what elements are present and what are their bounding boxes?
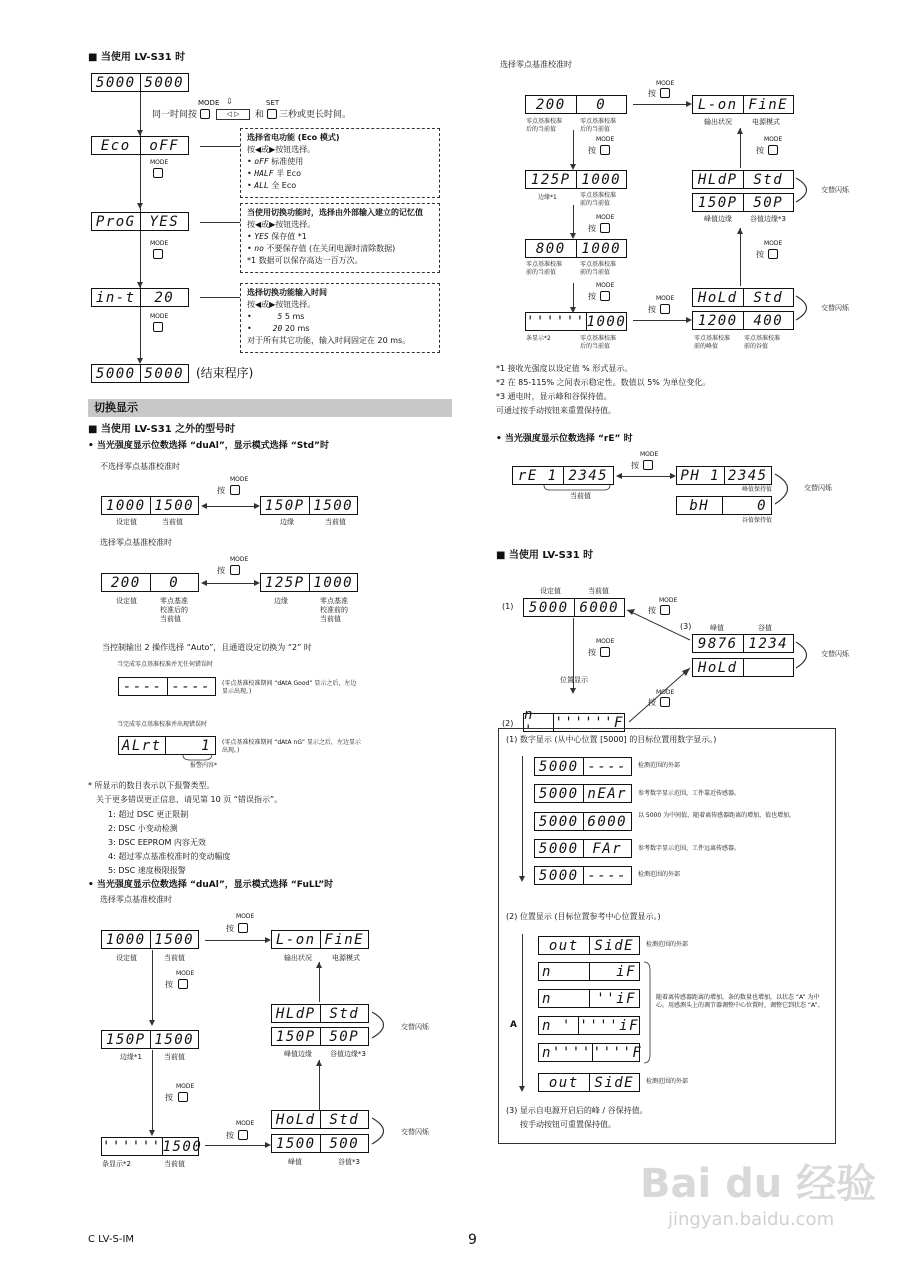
text-label: MODE xyxy=(596,638,615,645)
text-label: 设定值 xyxy=(116,518,137,526)
end-text: (结束程序) xyxy=(196,366,254,380)
text-label: 5000 xyxy=(535,867,584,884)
text-label: 电源模式 xyxy=(752,118,780,126)
down-arrow-icon: ⇩ xyxy=(226,97,233,106)
text-label: 1000 xyxy=(581,171,622,188)
text-label: MODE xyxy=(150,313,169,320)
text-label: 5000 xyxy=(535,840,584,857)
text-label: *2 在 85-115% 之间表示稳定性。数值以 5% 为单位变化。 xyxy=(496,378,711,387)
text-label: Std xyxy=(753,171,784,188)
text-label: ---- xyxy=(587,867,628,884)
text-label: nEAr xyxy=(587,785,628,802)
text-label: MODE xyxy=(230,556,249,563)
text-label: 条显示*2 xyxy=(102,1160,131,1168)
text-label: 20 xyxy=(272,324,283,333)
text-label: 当前值 xyxy=(570,492,591,500)
text-label: 2: DSC 小变动检测 xyxy=(108,824,178,833)
text-label: 峰值 xyxy=(710,624,724,632)
text-label: 按◀或▶按钮选择。 xyxy=(247,300,316,309)
text-label: 输出状况 xyxy=(704,118,732,126)
text-label: 按 xyxy=(165,980,173,989)
text-label: 检测范围的外部 xyxy=(646,1078,689,1085)
text-label: 150P xyxy=(272,1028,321,1045)
text-label: 1000 xyxy=(102,931,151,948)
text-label: Std xyxy=(329,1111,360,1128)
text-label: 边缘 xyxy=(274,597,288,605)
text-label: 不选择零点基准校准时 xyxy=(100,462,180,471)
text-label: 零点基准 校准前的 当前值 xyxy=(320,597,348,623)
text-label: 200 xyxy=(526,96,577,113)
bullet-dual-std: • 当光强度显示位数选择 “duAl”，显示模式选择 “Std”时 xyxy=(88,441,329,451)
text-label: 全 Eco xyxy=(271,181,297,190)
text-label: 5000 xyxy=(524,599,575,616)
text-label: 交替闪烁 xyxy=(401,1128,429,1136)
text-label: *1 数据可以保存高达一百万次。 xyxy=(247,256,363,265)
text-label: 5000 xyxy=(535,785,584,802)
text-label: 当使用切换功能时，选择由外部输入建立的记忆值 xyxy=(247,208,423,217)
text-label: SidE xyxy=(594,1074,635,1091)
text-label: MODE xyxy=(236,913,255,920)
text-label: 5000 xyxy=(144,365,185,382)
text-label: 按 xyxy=(588,146,596,155)
text-label: 峰值保持值 xyxy=(742,486,773,493)
text-label: 交替闪烁 xyxy=(804,484,832,492)
text-label: (2) xyxy=(502,719,514,728)
text-label: MODE xyxy=(764,240,783,247)
text-label: HALF xyxy=(254,169,274,178)
text-label: MODE xyxy=(176,1083,195,1090)
text-label: 按 xyxy=(165,1093,173,1102)
text-label: no xyxy=(254,244,264,253)
text-label: A xyxy=(510,1020,517,1030)
text-label: 125P xyxy=(261,574,310,591)
text-label: 2345 xyxy=(727,467,768,484)
text-label: 150P xyxy=(693,194,744,211)
text-label: 谷值边缘*3 xyxy=(750,215,786,223)
text-label: bH xyxy=(677,497,723,514)
text-label: oFF xyxy=(149,137,180,154)
text-label: n ' xyxy=(524,714,554,731)
text-label: 当完成零点基准校准并出现错误时 xyxy=(117,721,208,728)
text-label: L-on xyxy=(272,931,321,948)
text-label: Std xyxy=(329,1005,360,1022)
text-label: 边缘*1 xyxy=(538,194,557,201)
text-label: 按 xyxy=(648,606,656,615)
text-label: (2) 位置显示 (目标位置参考中心位置显示。) xyxy=(506,912,661,921)
text-label: 谷值边缘*3 xyxy=(330,1050,366,1058)
text-label: 125P xyxy=(526,171,577,188)
text-label: (1) 数字显示 (从中心位置 [5000] 的目标位置用数字显示。) xyxy=(506,735,717,744)
text-label: 电源模式 xyxy=(332,954,360,962)
text-label: 1000 xyxy=(581,240,622,257)
text-label: HoLd xyxy=(693,289,744,306)
text-label: 当前值 xyxy=(588,587,609,595)
text-label: * 所显示的数目表示以下报警类型。 xyxy=(88,781,215,790)
text-label: 零点基准 校准后的 当前值 xyxy=(160,597,188,623)
text-label: MODE xyxy=(596,282,615,289)
text-label: HLdP xyxy=(272,1005,321,1022)
text-label: 1000 xyxy=(586,313,627,330)
text-label: ALrt xyxy=(119,737,166,754)
text-label: '''''' xyxy=(526,313,586,330)
section-heading-lvs31: ■ 当使用 LV-S31 时 xyxy=(88,52,186,63)
text-label: *3 通电时，显示峰和谷保持值。 xyxy=(496,392,612,401)
text-label: Std xyxy=(753,289,784,306)
text-label: 1200 xyxy=(693,312,744,329)
text-label: n xyxy=(539,963,590,980)
text-label: out xyxy=(539,937,590,954)
text-label: 半 Eco xyxy=(276,169,301,178)
text-label: 设定值 xyxy=(116,597,137,605)
text-label: HoLd xyxy=(272,1111,321,1128)
text-label: MODE xyxy=(230,476,249,483)
text-label: 交替闪烁 xyxy=(821,186,849,194)
text-label: 当前值 xyxy=(162,518,183,526)
text-label: 对于所有其它功能，输入时间固定在 20 ms。 xyxy=(247,336,411,345)
text-label: L-on xyxy=(693,96,744,113)
text-label: 交替闪烁 xyxy=(821,304,849,312)
text-label: 5000 xyxy=(535,758,584,775)
text-label: 关于更多错误更正信息，请见第 10 页 “错误指示”。 xyxy=(96,795,283,804)
watermark-url: jingyan.baidu.com xyxy=(668,1209,835,1230)
section-title: 切换显示 xyxy=(88,399,452,417)
lcd-left: 5000 xyxy=(92,74,141,91)
text-label: HoLd xyxy=(693,659,744,676)
text-label: 零点基准校准 前的当前值 xyxy=(580,192,617,207)
text-label: 按 xyxy=(217,566,225,575)
text-label: 峰值边缘 xyxy=(284,1050,312,1058)
text-label: n xyxy=(539,990,590,1007)
text-label: (3) 显示自电源开启后的峰 / 谷保持值。 xyxy=(506,1106,648,1115)
text-label: 按 xyxy=(631,461,639,470)
text-label: *1 接收光强度以设定值 % 形式显示。 xyxy=(496,364,633,373)
text-label: 按 xyxy=(756,250,764,259)
text-label: 当前值 xyxy=(164,954,185,962)
text-label: 150P xyxy=(102,1031,151,1048)
text-label: rE 1 xyxy=(513,467,564,484)
text-label: MODE xyxy=(656,80,675,87)
text-label: 1500 xyxy=(154,931,195,948)
text-label: 峰值边缘 xyxy=(704,215,732,223)
text-label: 1234 xyxy=(748,635,789,652)
text-label: 随着离传感器距离的增加，条的数量也增加，以状态 “A” 为中心。用感测头上的调节器调整中心位置时，调整它到状态 “A”。 xyxy=(656,994,824,1009)
text-label: 选择零点基准校准时 xyxy=(500,60,572,69)
text-label: MODE xyxy=(176,970,195,977)
mode-label: MODE xyxy=(198,99,220,107)
text-label: 检测范围的外部 xyxy=(638,762,681,769)
text-label: out xyxy=(539,1074,590,1091)
text-label: MODE xyxy=(150,240,169,247)
text-label: 选择零点基准校准时 xyxy=(100,895,172,904)
text-label: 以 5000 为中间值，随着离传感器距离的增加，值也增加。 xyxy=(638,812,796,819)
text-label: 谷值保持值 xyxy=(742,517,773,524)
text-label: ---- xyxy=(171,678,212,695)
text-label: 不要保存值 (在关闭电源时清除数据) xyxy=(266,244,396,253)
text-label: 零点基准校准 后的当前值 xyxy=(526,118,563,133)
heading-other: ■ 当使用 LV-S31 之外的型号时 xyxy=(88,424,236,435)
press-text: 同一时间按 xyxy=(152,110,198,120)
text-label: 选择零点基准校准时 xyxy=(100,538,172,547)
text-label: 选择省电功能 (Eco 模式) xyxy=(247,133,340,142)
text-label: 按 xyxy=(756,146,764,155)
watermark-logo: Bai du 经验 xyxy=(640,1161,877,1207)
text-label: ALL xyxy=(254,181,269,190)
text-label: MODE xyxy=(656,689,675,696)
mode-label: MODE xyxy=(150,159,169,166)
text-label: Eco xyxy=(92,137,141,154)
text-label: 零点基准校准 后的当前值 xyxy=(580,118,617,133)
text-label: 谷值 xyxy=(758,624,772,632)
text-label: 5 ms xyxy=(284,312,305,321)
text-label: 1 xyxy=(201,737,211,754)
text-label: 按手动按钮可重置保持值。 xyxy=(520,1120,616,1129)
text-label: (1) xyxy=(502,602,514,611)
text-label: 当前值 xyxy=(325,518,346,526)
text-label: 1: 超过 DSC 更正限制 xyxy=(108,810,189,819)
heading-lvs31-right: ■ 当使用 LV-S31 时 xyxy=(496,550,594,561)
text-label: ---- xyxy=(119,678,168,695)
text-label: (零点基准校准期间 “dAtA Good” 显示之后，左边显示出现。) xyxy=(222,680,357,695)
page-number: 9 xyxy=(468,1232,477,1248)
text-label: 1500 xyxy=(272,1135,321,1152)
text-label: 按 xyxy=(648,89,656,98)
text-label: MODE xyxy=(659,597,678,604)
text-label: 1500 xyxy=(154,1031,195,1048)
text-label: 按 xyxy=(226,924,234,933)
text-label: 可通过按手动按钮来重置保持值。 xyxy=(496,406,616,415)
prog-info-box: 当使用切换功能时，选择由外部输入建立的记忆值 按◀或▶按钮选择。 • YES 保存值 *1 • no 不要保存值 (在关闭电源时清除数据) *1 数据可以保存高达一百万次。 xyxy=(240,203,440,273)
text-label: FinE xyxy=(748,96,789,113)
text-label: ProG xyxy=(92,213,141,230)
text-label: 1500 xyxy=(313,497,354,514)
text-label: PH 1 xyxy=(677,467,725,484)
text-label: 按◀或▶按钮选择。 xyxy=(247,145,316,154)
press-tail-text: 三秒或更长时间。 xyxy=(279,110,352,120)
text-label: 0 xyxy=(596,96,607,113)
text-label: 设定值 xyxy=(540,587,561,595)
text-label: 按◀或▶按钮选择。 xyxy=(247,220,316,229)
text-label: ---- xyxy=(587,758,628,775)
text-label: 200 xyxy=(102,574,151,591)
text-label: 检测范围的外部 xyxy=(646,941,689,948)
text-label: 交替闪烁 xyxy=(821,650,849,658)
text-label: (3) xyxy=(680,622,692,631)
text-label: SidE xyxy=(594,937,635,954)
text-label: 1500 xyxy=(162,1138,203,1155)
text-label: MODE xyxy=(656,295,675,302)
text-label: 按 xyxy=(648,305,656,314)
text-label: 标准使用 xyxy=(271,157,304,166)
text-label: 按 xyxy=(648,698,656,707)
text-label: 位置显示 xyxy=(560,676,588,684)
text-label: 边缘 xyxy=(280,518,294,526)
text-label: 当前值 xyxy=(164,1160,185,1168)
text-label: FAr xyxy=(592,840,623,857)
text-label: 1000 xyxy=(102,497,151,514)
int-info-box: 选择切换功能输入时间 按◀或▶按钮选择。 • 5 5 ms • 20 20 ms 对于所有其它功能，输入时间固定在 20 ms。 xyxy=(240,283,440,353)
text-label: 参考数字显示范围，工件靠近传感器。 xyxy=(638,790,741,797)
text-label: 选择切换功能输入时间 xyxy=(247,288,327,297)
footer-model: C LV-S-IM xyxy=(88,1234,135,1245)
text-label: 峰值 xyxy=(288,1158,302,1166)
text-label: MODE xyxy=(596,136,615,143)
text-label: 9876 xyxy=(693,635,744,652)
text-label: ''''''F xyxy=(554,714,624,731)
text-label: 0 xyxy=(169,574,180,591)
text-label: 零点基准校准 前的谷值 xyxy=(744,335,781,350)
text-label: 5: DSC 速度极限报警 xyxy=(108,866,186,875)
text-label: MODE xyxy=(236,1120,255,1127)
text-label: 400 xyxy=(753,312,784,329)
text-label: 当控制输出 2 操作选择 “Auto”，且通道设定切换为 “2” 时 xyxy=(102,643,312,652)
text-label: 按 xyxy=(226,1131,234,1140)
text-label: 设定值 xyxy=(116,954,137,962)
text-label: 零点基准校准 前的当前值 xyxy=(580,261,617,276)
text-label: 输出状况 xyxy=(284,954,312,962)
text-label: 5000 xyxy=(535,813,584,830)
text-label: oFF xyxy=(254,157,269,166)
eco-info-box: 选择省电功能 (Eco 模式) 按◀或▶按钮选择。 • oFF 标准使用 • HALF 半 Eco • ALL 全 Eco xyxy=(240,128,440,198)
text-label: 500 xyxy=(329,1135,360,1152)
text-label: 5000 xyxy=(92,365,141,382)
text-label: 4: 超过零点基准校准时的变动幅度 xyxy=(108,852,231,861)
bullet-re: • 当光强度显示位数选择 “rE” 时 xyxy=(496,434,633,444)
left-right-buttons-icon: ◁ ▷ xyxy=(216,109,250,120)
text-label: 20 ms xyxy=(284,324,310,333)
text-label: 检测范围的外部 xyxy=(638,871,681,878)
text-label: 按 xyxy=(588,648,596,657)
text-label: ''''F xyxy=(592,1044,643,1061)
text-label: 按 xyxy=(588,224,596,233)
text-label: 1500 xyxy=(154,497,195,514)
text-label: 3: DSC EEPROM 内容无效 xyxy=(108,838,206,847)
text-label: 报警内容* xyxy=(190,762,218,769)
text-label: MODE xyxy=(764,136,783,143)
text-label: (零点基准校准期间 “dAtA nG” 显示之后，左边显示出现。) xyxy=(222,739,361,754)
text-label: ''iF xyxy=(596,990,636,1007)
text-label: 保存值 *1 xyxy=(271,232,307,241)
text-label: MODE xyxy=(596,214,615,221)
text-label: 按 xyxy=(588,292,596,301)
text-label: 零点基准校准 前的当前值 xyxy=(526,261,563,276)
text-label: YES xyxy=(254,232,269,241)
text-label: 参考数字显示范围，工件远离传感器。 xyxy=(638,845,741,852)
text-label: 当完成零点基准校准并无任何错误时 xyxy=(117,661,214,668)
text-label: '''''' xyxy=(102,1138,162,1155)
bullet-dual-full: • 当光强度显示位数选择 “duAl”，显示模式选择 “FuLL”时 xyxy=(88,880,334,890)
text-label: 0 xyxy=(757,497,767,514)
text-label: FinE xyxy=(324,931,365,948)
text-label: n ' xyxy=(539,1017,579,1034)
text-label: in-t xyxy=(92,289,141,306)
text-label: 按 xyxy=(217,486,225,495)
set-label: SET xyxy=(266,99,280,107)
text-label: 50P xyxy=(329,1028,360,1045)
text-label: HLdP xyxy=(693,171,744,188)
text-label: 零点基准校准 后的当前值 xyxy=(580,335,617,350)
text-label: 交替闪烁 xyxy=(401,1023,429,1031)
text-label: 150P xyxy=(261,497,310,514)
text-label: 1000 xyxy=(313,574,354,591)
text-label: MODE xyxy=(640,451,659,458)
text-label: 20 xyxy=(154,289,175,306)
lcd-right: 5000 xyxy=(144,74,185,91)
text-label: YES xyxy=(149,213,180,230)
text-label: 零点基准校准 前的峰值 xyxy=(694,335,731,350)
text-label: 谷值*3 xyxy=(338,1158,360,1166)
text-label: 6000 xyxy=(587,813,628,830)
text-label: 5 xyxy=(277,312,283,321)
text-label: 800 xyxy=(526,240,577,257)
text-label: 6000 xyxy=(579,599,620,616)
text-label: 2345 xyxy=(568,467,609,484)
text-label: 条显示*2 xyxy=(526,335,551,342)
text-label: n'''' xyxy=(539,1044,593,1061)
text-label: ''''iF xyxy=(579,1017,639,1034)
text-label: 边缘*1 xyxy=(120,1053,142,1061)
text-label: iF xyxy=(616,963,636,980)
text-label: 50P xyxy=(753,194,784,211)
and-text: 和 xyxy=(255,110,265,120)
text-label: 当前值 xyxy=(164,1053,185,1061)
